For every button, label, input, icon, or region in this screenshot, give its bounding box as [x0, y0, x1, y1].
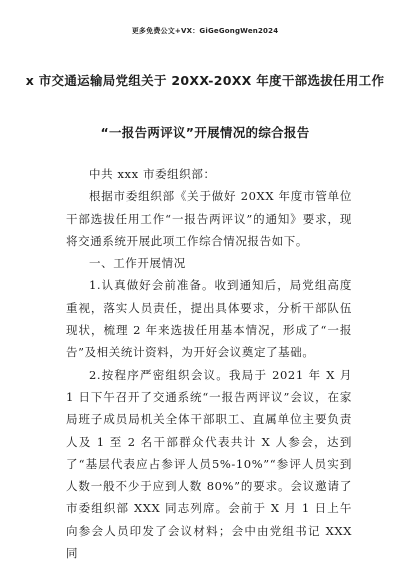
watermark-header: 更多免费公文+VX：GiGeGongWen2024: [131, 27, 279, 35]
paragraph-intro: 根据市委组织部《关于做好 20XX 年度市管单位干部选拔任用工作“一报告两评议”的通知》要求，现将交通系统开展此项工作综合情况报告如下。: [66, 189, 352, 248]
paragraph-item-1: 1.认真做好会前准备。收到通知后，局党组高度重视，落实人员责任，提出具体要求，分析干部队伍现状，梳理 2 年来选拔任用基本情况，形成了“一报告”及相关统计资料，为开好会议奠定了基础。: [66, 278, 352, 360]
document-title-line2: “一报告两评议”开展情况的综合报告: [100, 125, 310, 140]
document-title-line1: x 市交通运输局党组关于 20XX-20XX 年度干部选拔任用工作: [25, 73, 385, 88]
salutation: 中共 xxx 市委组织部：: [89, 167, 216, 181]
section-heading: 一、工作开展情况: [89, 256, 186, 271]
document-body: [66, 163, 352, 564]
paragraph-item-2: 2.按程序严密组织会议。我局于 2021 年 X 月 1 日下午召开了交通系统“一报告两评议”会议，在家局班子成员局机关全体干部职工、直属单位主要负责人及 1 至 2 名干部群众代表共计 X 人参会，达到了“基层代表应占参评人员5%-10%”“参评人员实到人数一般不少于应到人数 80%”的要求。会议邀请了市委组织部 XXX 同志列席。会前于 X 月 1 日上午向参会人员印发了会议材料；会中由党组书记 XXX 同: [66, 367, 352, 561]
